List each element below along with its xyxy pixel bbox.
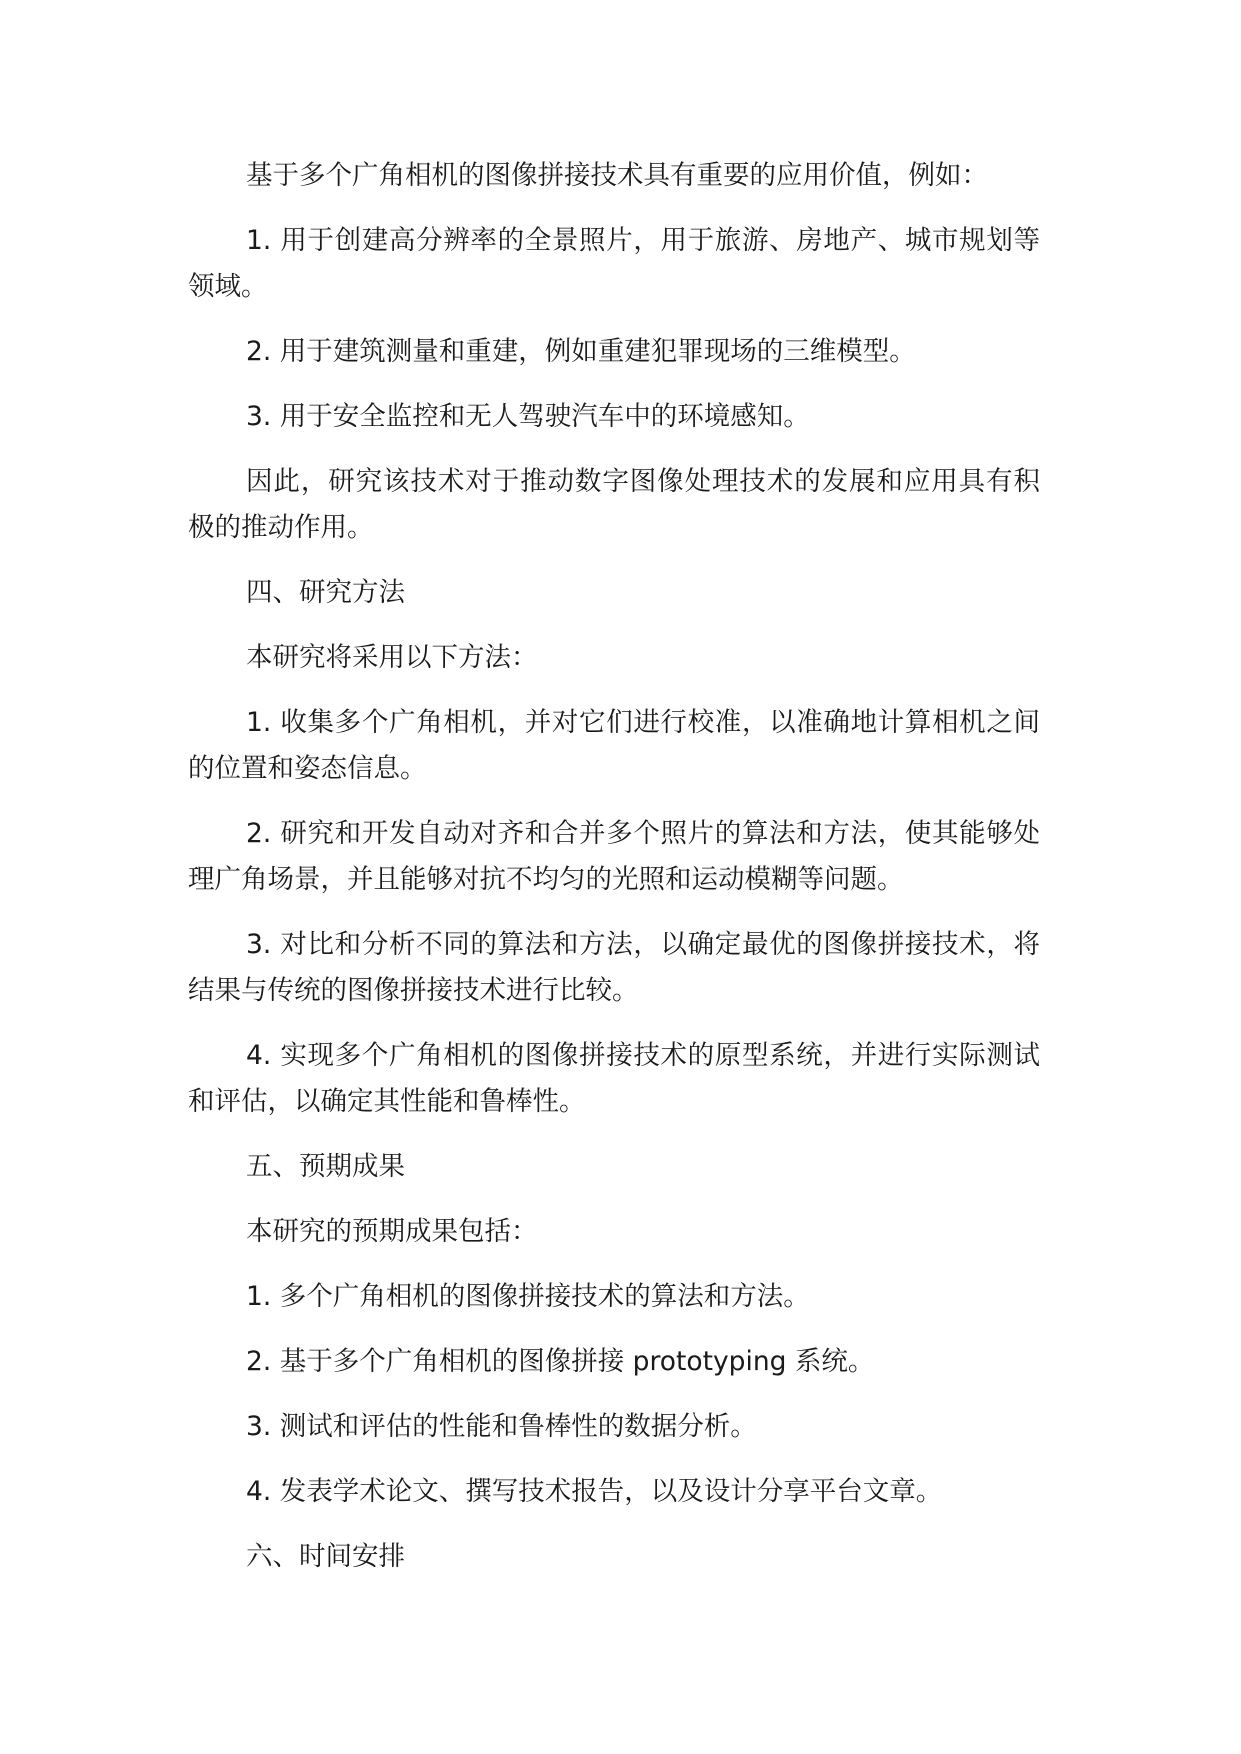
method-item-4: 4. 实现多个广角相机的图像拼接技术的原型系统，并进行实际测试和评估，以确定其性能和鲁棒性。 — [188, 1040, 1040, 1117]
method-item-2: 2. 研究和开发自动对齐和合并多个照片的算法和方法，使其能够处理广角场景，并且能够对抗不均匀的光照和运动模糊等问题。 — [188, 818, 1040, 895]
method-item-1: 1. 收集多个广角相机，并对它们进行校准，以准确地计算相机之间的位置和姿态信息。 — [188, 707, 1040, 784]
conclusion-paragraph: 因此，研究该技术对于推动数字图像处理技术的发展和应用具有积极的推动作用。 — [188, 466, 1040, 543]
application-item-3: 3. 用于安全监控和无人驾驶汽车中的环境感知。 — [246, 401, 810, 432]
document-body — [188, 153, 1040, 1599]
methods-intro: 本研究将采用以下方法： — [246, 642, 538, 673]
section-heading-outcomes: 五、预期成果 — [246, 1151, 405, 1182]
application-item-1: 1. 用于创建高分辨率的全景照片，用于旅游、房地产、城市规划等领域。 — [188, 225, 1040, 302]
outcome-item-3: 3. 测试和评估的性能和鲁棒性的数据分析。 — [246, 1411, 757, 1442]
application-item-2: 2. 用于建筑测量和重建，例如重建犯罪现场的三维模型。 — [246, 336, 916, 367]
outcome-item-2: 2. 基于多个广角相机的图像拼接 prototyping 系统。 — [246, 1346, 875, 1377]
section-heading-schedule: 六、时间安排 — [246, 1541, 405, 1572]
method-item-3: 3. 对比和分析不同的算法和方法，以确定最优的图像拼接技术，将结果与传统的图像拼接技术进行比较。 — [188, 929, 1040, 1006]
outcome-item-4: 4. 发表学术论文、撰写技术报告，以及设计分享平台文章。 — [246, 1476, 943, 1507]
outcomes-intro: 本研究的预期成果包括： — [246, 1216, 538, 1247]
intro-paragraph: 基于多个广角相机的图像拼接技术具有重要的应用价值，例如： — [246, 160, 988, 191]
outcome-item-1: 1. 多个广角相机的图像拼接技术的算法和方法。 — [246, 1281, 810, 1312]
section-heading-methods: 四、研究方法 — [246, 577, 405, 608]
